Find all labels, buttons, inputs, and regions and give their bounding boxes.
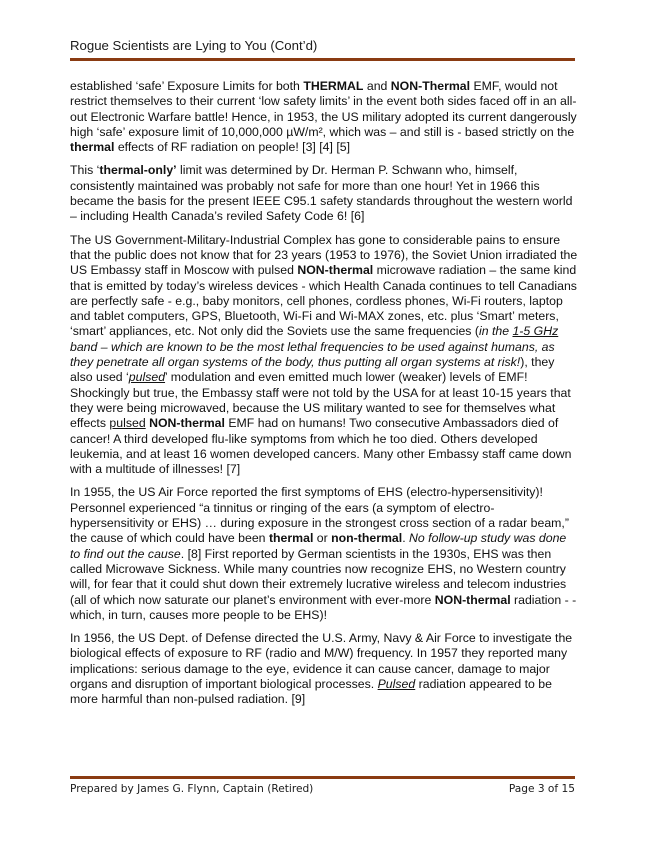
footer-page-number: Page 3 of 15 bbox=[508, 783, 575, 795]
document-body bbox=[70, 79, 578, 716]
paragraph-3: The US Government-Military-Industrial Complex has gone to considerable pains to ensure that the public does not know that for 23 years (1953 to 1976), the Soviet Union irradiated the US Embassy staff in Moscow with pulsed NON-thermal microwave radiation – the same kind that is emitted by today’s wireless devices - which Health Canada continues to tell Canadians are perfectly safe - e.g., baby monitors, cell phones, cordless phones, Wi-Fi routers, laptop and tablet computers, GPS, Bluetooth, Wi-Fi and Wi-MAX zones, etc. plus ‘Smart’ meters, ‘smart’ appliances, etc. Not only did the Soviets use the same frequencies (in the 1-5 GHz band – which are known to be the most lethal frequencies to be used against humans, as they penetrate all organ systems of the body, thus putting all organ systems at risk!), they also used ‘pulsed’ modulation and even emitted much lower (weaker) levels of EMF! Shockingly but true, the Embassy staff were not told by the USA for at least 10-15 years that they were being microwaved, because the US military wanted to see for themselves what effects pulsed NON-thermal EMF had on humans! Two consecutive Ambassadors died of cancer! A third developed flu-like symptoms from which he too died. Others developed leukemia, and at least 16 women developed cancers. Many other Embassy staff came down with a multitude of illnesses! [7] bbox=[70, 232, 578, 477]
page-header-title: Rogue Scientists are Lying to You (Cont’d) bbox=[70, 38, 318, 53]
header-divider bbox=[70, 58, 575, 61]
paragraph-1: established ‘safe’ Exposure Limits for both THERMAL and NON-Thermal EMF, would not restrict themselves to their current ‘low safety limits’ in the event both sides faced off in an all-out Electronic Warfare battle! Hence, in 1953, the US military adopted its current dangerously high ‘safe’ exposure limit of 10,000,000 µW/m², which was – and still is - based strictly on the thermal effects of RF radiation on people! [3] [4] [5] bbox=[70, 79, 577, 155]
page-footer bbox=[70, 783, 575, 795]
footer-author: Prepared by James G. Flynn, Captain (Retired) bbox=[70, 783, 314, 795]
paragraph-5: In 1956, the US Dept. of Defense directed the U.S. Army, Navy & Air Force to investigate the biological effects of exposure to RF (radio and M/W) frequency. In 1957 they reported many implications: serious damage to the eye, evidence it can cause cancer, damage to major organs and disruption of important biological processes. Pulsed radiation appeared to be more harmful than non-pulsed radiation. [9] bbox=[70, 631, 573, 707]
footer-divider bbox=[70, 776, 575, 779]
paragraph-2: This ‘thermal-only’ limit was determined by Dr. Herman P. Schwann who, himself, consistently maintained was probably not safe for more than one hour! Yet in 1966 this became the basis for the present IEEE C95.1 safety standards throughout the western world – including Health Canada’s reviled Safety Code 6! [6] bbox=[70, 163, 573, 224]
paragraph-4: In 1955, the US Air Force reported the first symptoms of EHS (electro-hypersensitivity)! Personnel experienced “a tinnitus or ringing of the ears (a symptom of electro-hypersensitivity or EHS) … during exposure in the strongest cross section of a radar beam,” the cause of which could have been thermal or non-thermal. No follow-up study was done to find out the cause. [8] First reported by German scientists in the 1930s, EHS was then called Microwave Sickness. While many countries now recognize EHS, no Western country will, for fear that it could shut down their extremely lucrative wireless and telecom industries (all of which now saturate our planet’s environment with ever-more NON-thermal radiation - - which, in turn, causes more people to be EHS)! bbox=[70, 485, 577, 622]
